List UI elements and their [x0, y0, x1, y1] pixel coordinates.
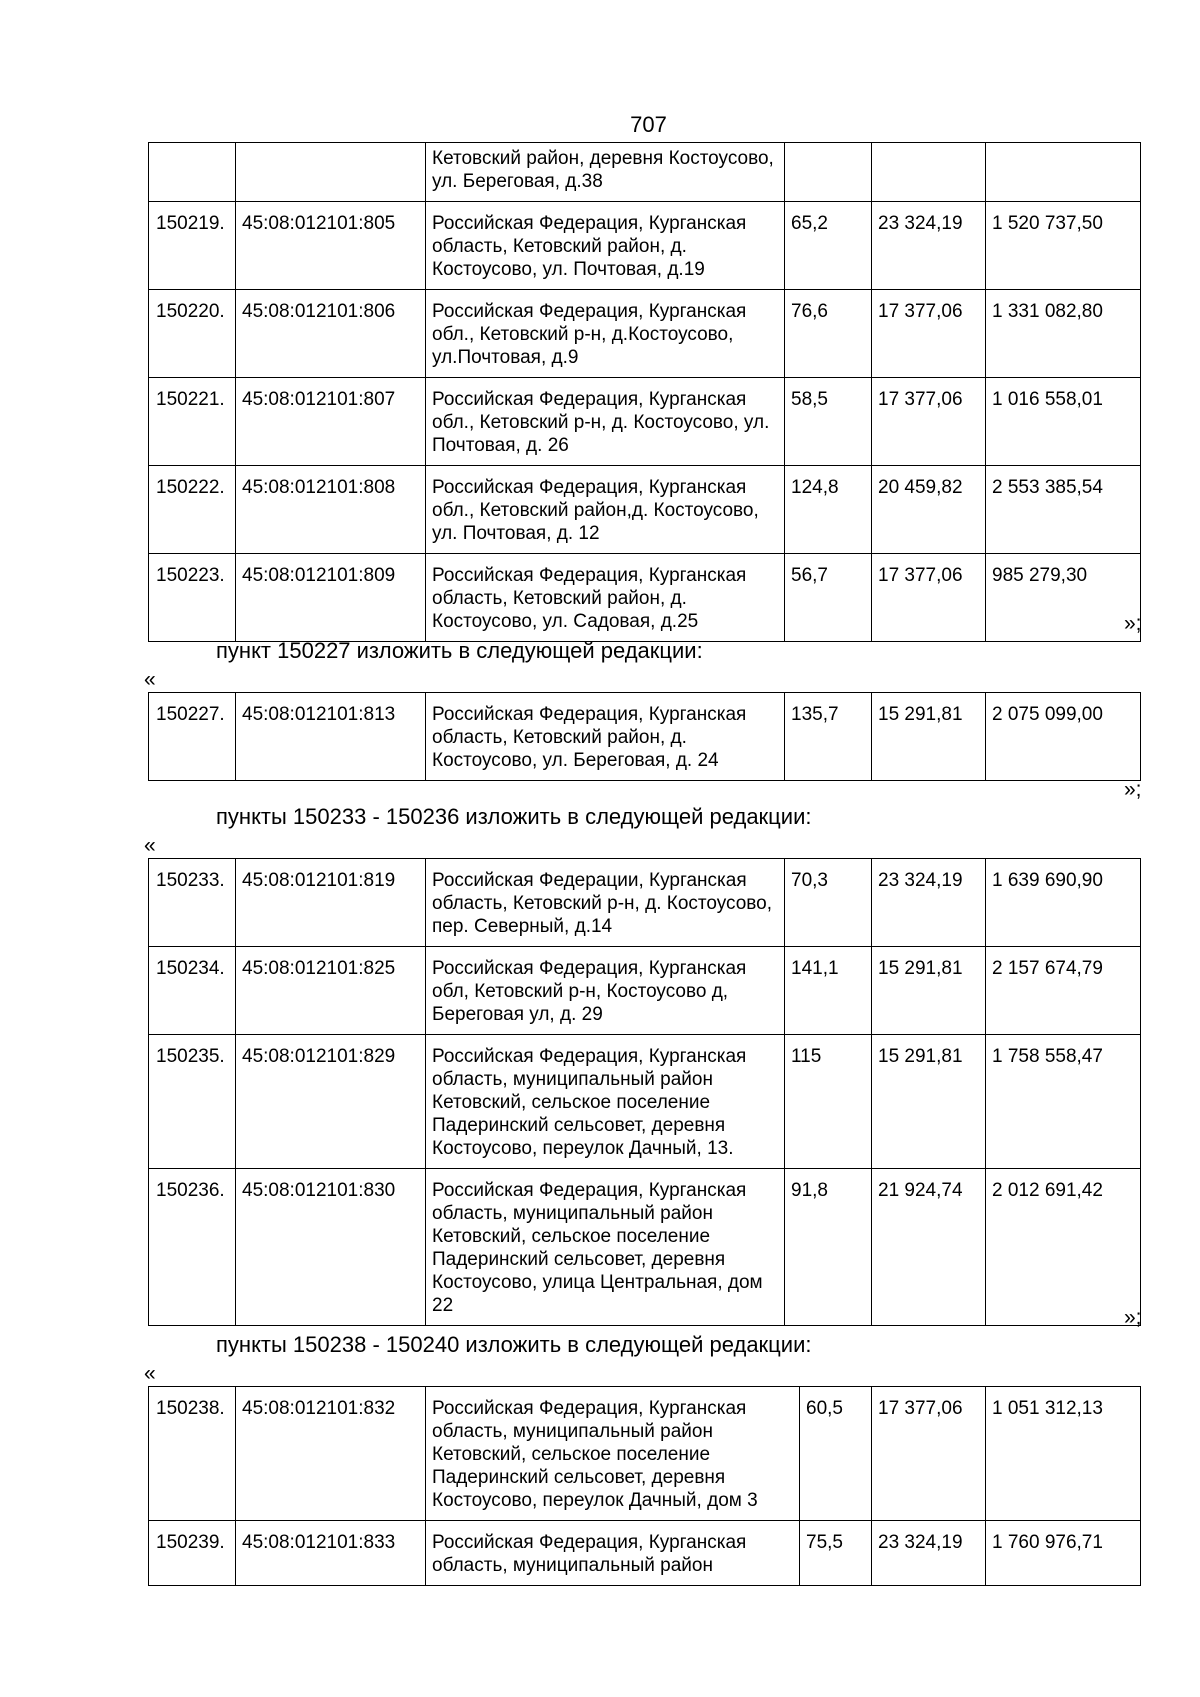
register-table-2	[148, 692, 1141, 781]
closing-quote: »;	[1124, 1306, 1142, 1329]
table-row	[149, 947, 1141, 1035]
total-value: 985 279,30	[986, 554, 1141, 642]
item-number: 150220.	[149, 290, 236, 378]
amendment-intro: пункты 150238 - 150240 изложить в следующей редакции:	[216, 1332, 812, 1357]
area: 58,5	[785, 378, 872, 466]
table-row	[149, 466, 1141, 554]
unit-price	[872, 143, 986, 202]
amendment-intro: пункты 150233 - 150236 изложить в следующей редакции:	[216, 804, 812, 829]
register-table-1	[148, 142, 1141, 642]
table-row	[149, 1169, 1141, 1326]
cadastral-number: 45:08:012101:809	[236, 554, 426, 642]
address: Российская Федерация, Курганская обл., Кетовский р-н, д.Костоусово, ул.Почтовая, д.9	[426, 290, 785, 378]
address: Российская Федерация, Курганская область, муниципальный район Кетовский, сельское поселение Падеринский сельсовет, деревня Костоусово, улица Центральная, дом 22	[426, 1169, 785, 1326]
address: Российская Федерация, Курганская обл., Кетовский р-н, д. Костоусово, ул. Почтовая, д. 26	[426, 378, 785, 466]
address: Российская Федерация, Курганская область, муниципальный район Кетовский, сельское поселение Падеринский сельсовет, деревня Костоусово, переулок Дачный, дом 3	[426, 1387, 800, 1521]
table-row	[149, 378, 1141, 466]
area: 135,7	[785, 693, 872, 781]
address: Российская Федерация, Курганская область, муниципальный район	[426, 1521, 800, 1586]
total-value: 1 016 558,01	[986, 378, 1141, 466]
opening-quote: «	[144, 1362, 156, 1385]
table-row	[149, 143, 1141, 202]
item-number: 150222.	[149, 466, 236, 554]
cadastral-number: 45:08:012101:832	[236, 1387, 426, 1521]
cadastral-number: 45:08:012101:806	[236, 290, 426, 378]
address: Российская Федерация, Курганская область, муниципальный район Кетовский, сельское поселение Падеринский сельсовет, деревня Костоусово, переулок Дачный, 13.	[426, 1035, 785, 1169]
table-row	[149, 1035, 1141, 1169]
closing-quote: »;	[1124, 778, 1142, 801]
unit-price: 17 377,06	[872, 554, 986, 642]
total-value: 2 553 385,54	[986, 466, 1141, 554]
unit-price: 17 377,06	[872, 1387, 986, 1521]
area: 76,6	[785, 290, 872, 378]
table-row	[149, 290, 1141, 378]
opening-quote: «	[144, 834, 156, 857]
item-number	[149, 143, 236, 202]
area: 65,2	[785, 202, 872, 290]
table-row	[149, 1387, 1141, 1521]
area: 141,1	[785, 947, 872, 1035]
unit-price: 20 459,82	[872, 466, 986, 554]
total-value	[986, 143, 1141, 202]
item-number: 150233.	[149, 859, 236, 947]
address: Российская Федерация, Курганская обл, Кетовский р-н, Костоусово д, Береговая ул, д. 29	[426, 947, 785, 1035]
unit-price: 15 291,81	[872, 1035, 986, 1169]
item-number: 150238.	[149, 1387, 236, 1521]
cadastral-number	[236, 143, 426, 202]
area: 60,5	[800, 1387, 872, 1521]
item-number: 150239.	[149, 1521, 236, 1586]
address: Российская Федерации, Курганская область, Кетовский р-н, д. Костоусово, пер. Северный, д.14	[426, 859, 785, 947]
total-value: 1 051 312,13	[986, 1387, 1141, 1521]
total-value: 1 331 082,80	[986, 290, 1141, 378]
cadastral-number: 45:08:012101:813	[236, 693, 426, 781]
opening-quote: «	[144, 668, 156, 691]
total-value: 2 012 691,42	[986, 1169, 1141, 1326]
unit-price: 23 324,19	[872, 202, 986, 290]
item-number: 150221.	[149, 378, 236, 466]
total-value: 1 758 558,47	[986, 1035, 1141, 1169]
unit-price: 23 324,19	[872, 859, 986, 947]
unit-price: 23 324,19	[872, 1521, 986, 1586]
table-row	[149, 859, 1141, 947]
address: Кетовский район, деревня Костоусово, ул. Береговая, д.38	[426, 143, 785, 202]
table-row	[149, 202, 1141, 290]
area: 124,8	[785, 466, 872, 554]
item-number: 150223.	[149, 554, 236, 642]
unit-price: 15 291,81	[872, 947, 986, 1035]
amendment-intro: пункт 150227 изложить в следующей редакции:	[216, 638, 703, 663]
address: Российская Федерация, Курганская область, Кетовский район, д. Костоусово, ул. Садовая, д.25	[426, 554, 785, 642]
cadastral-number: 45:08:012101:807	[236, 378, 426, 466]
cadastral-number: 45:08:012101:819	[236, 859, 426, 947]
cadastral-number: 45:08:012101:833	[236, 1521, 426, 1586]
unit-price: 17 377,06	[872, 378, 986, 466]
cadastral-number: 45:08:012101:829	[236, 1035, 426, 1169]
total-value: 1 760 976,71	[986, 1521, 1141, 1586]
total-value: 1 520 737,50	[986, 202, 1141, 290]
unit-price: 15 291,81	[872, 693, 986, 781]
address: Российская Федерация, Курганская область, Кетовский район, д. Костоусово, ул. Береговая, д. 24	[426, 693, 785, 781]
area: 115	[785, 1035, 872, 1169]
table-row	[149, 693, 1141, 781]
total-value: 1 639 690,90	[986, 859, 1141, 947]
cadastral-number: 45:08:012101:830	[236, 1169, 426, 1326]
cadastral-number: 45:08:012101:808	[236, 466, 426, 554]
item-number: 150236.	[149, 1169, 236, 1326]
register-table-4	[148, 1386, 1141, 1586]
cadastral-number: 45:08:012101:825	[236, 947, 426, 1035]
area: 75,5	[800, 1521, 872, 1586]
item-number: 150227.	[149, 693, 236, 781]
item-number: 150219.	[149, 202, 236, 290]
area: 56,7	[785, 554, 872, 642]
table-row	[149, 554, 1141, 642]
address: Российская Федерация, Курганская обл., Кетовский район,д. Костоусово, ул. Почтовая, д. 12	[426, 466, 785, 554]
unit-price: 21 924,74	[872, 1169, 986, 1326]
area: 91,8	[785, 1169, 872, 1326]
item-number: 150234.	[149, 947, 236, 1035]
area: 70,3	[785, 859, 872, 947]
item-number: 150235.	[149, 1035, 236, 1169]
total-value: 2 157 674,79	[986, 947, 1141, 1035]
closing-quote: »;	[1124, 612, 1142, 635]
page-number: 707	[630, 112, 667, 137]
register-table-3	[148, 858, 1141, 1326]
total-value: 2 075 099,00	[986, 693, 1141, 781]
area	[785, 143, 872, 202]
unit-price: 17 377,06	[872, 290, 986, 378]
cadastral-number: 45:08:012101:805	[236, 202, 426, 290]
address: Российская Федерация, Курганская область, Кетовский район, д. Костоусово, ул. Почтовая, д.19	[426, 202, 785, 290]
table-row	[149, 1521, 1141, 1586]
